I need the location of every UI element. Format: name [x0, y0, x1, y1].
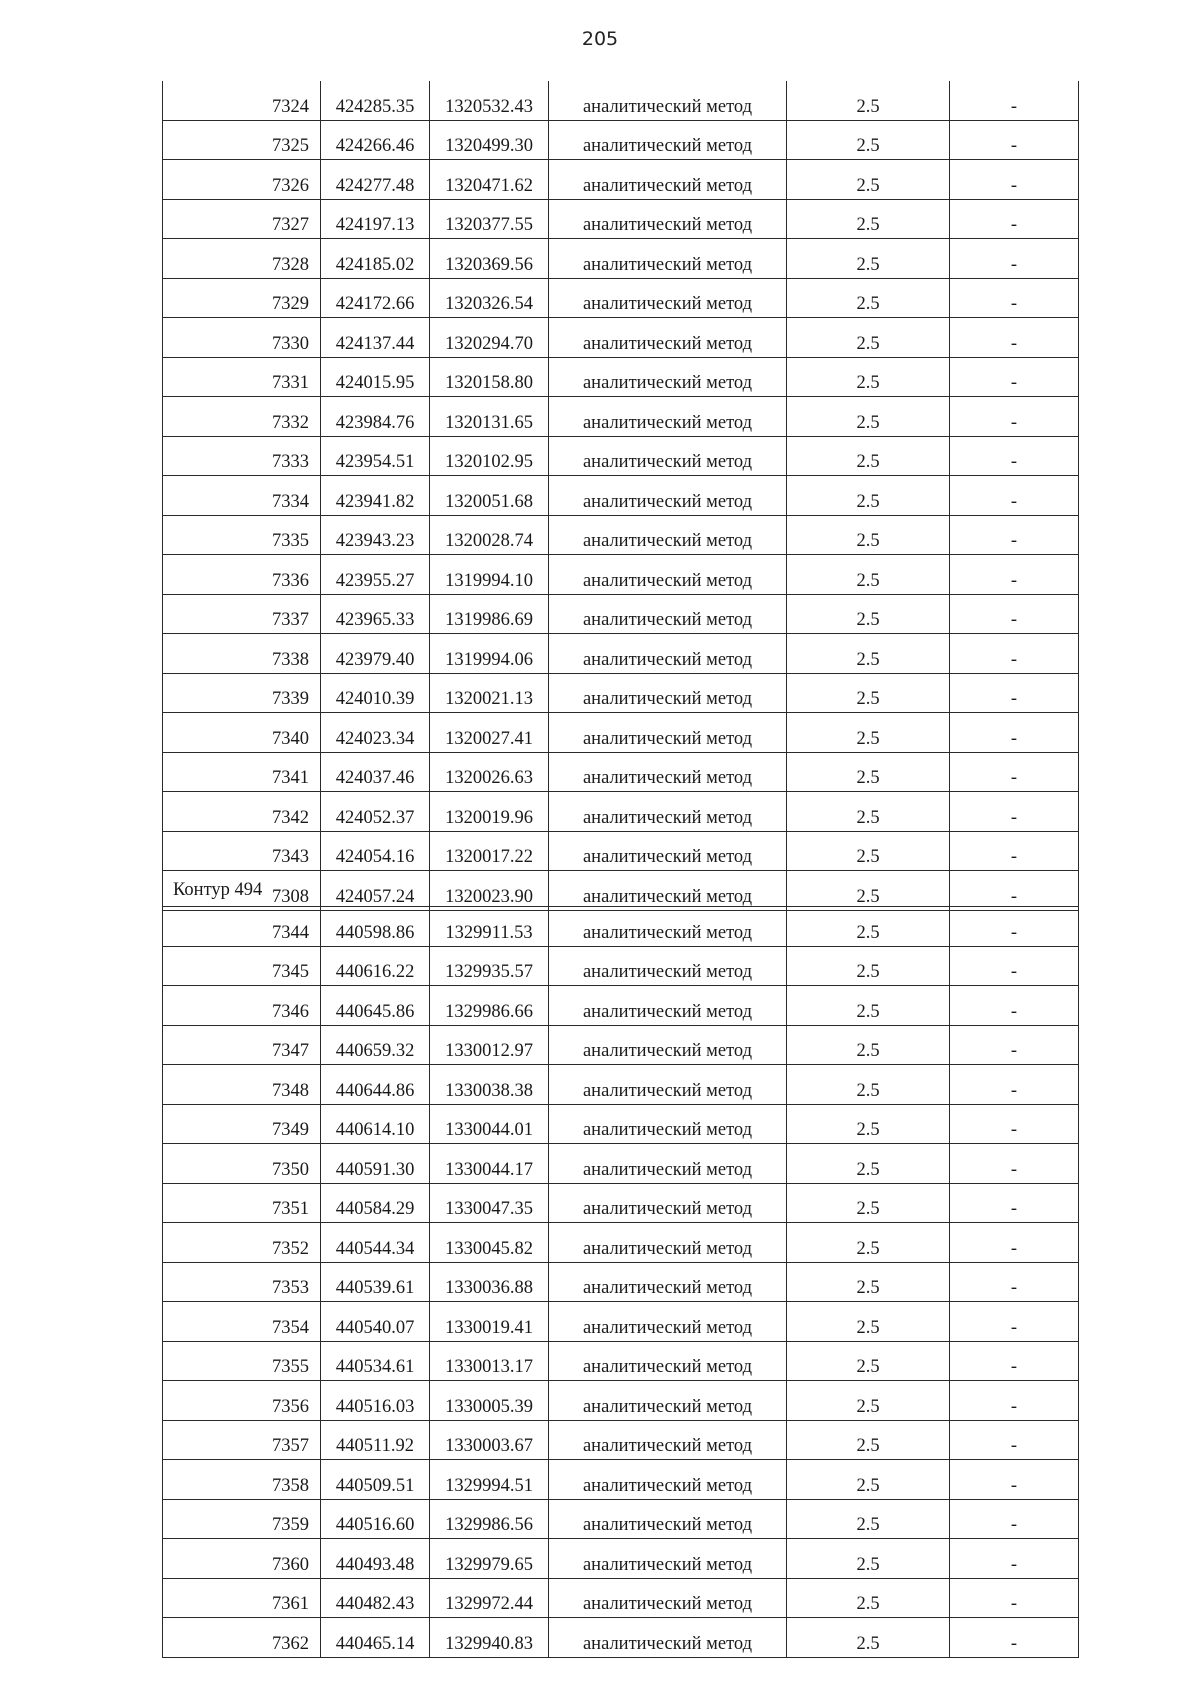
accuracy-cell: 2.5 [787, 594, 950, 634]
y-coordinate-cell: 1320471.62 [430, 160, 549, 200]
y-coordinate-cell: 1330047.35 [430, 1183, 549, 1223]
point-number-cell: 7339 [163, 673, 321, 713]
x-coordinate-cell: 424057.24 [321, 871, 430, 911]
method-cell: аналитический метод [549, 1302, 787, 1342]
x-coordinate-cell: 440511.92 [321, 1420, 430, 1460]
note-cell: - [950, 752, 1079, 792]
y-coordinate-cell: 1320026.63 [430, 752, 549, 792]
y-coordinate-cell: 1329911.53 [430, 907, 549, 947]
method-cell: аналитический метод [549, 1262, 787, 1302]
method-cell: аналитический метод [549, 1341, 787, 1381]
table-row [163, 1302, 1079, 1342]
x-coordinate-cell: 423955.27 [321, 555, 430, 595]
x-coordinate-cell: 424054.16 [321, 831, 430, 871]
accuracy-cell: 2.5 [787, 515, 950, 555]
point-number-cell: 7354 [163, 1302, 321, 1342]
point-number-cell: 7343 [163, 831, 321, 871]
table-row [163, 436, 1079, 476]
y-coordinate-cell: 1320023.90 [430, 871, 549, 911]
coordinates-table-body [163, 81, 1079, 910]
y-coordinate-cell: 1329979.65 [430, 1539, 549, 1579]
x-coordinate-cell: 424052.37 [321, 792, 430, 832]
table-row [163, 871, 1079, 911]
method-cell: аналитический метод [549, 1025, 787, 1065]
point-number-cell: 7359 [163, 1499, 321, 1539]
y-coordinate-cell: 1330044.17 [430, 1144, 549, 1184]
point-number-cell: 7357 [163, 1420, 321, 1460]
note-cell: - [950, 1065, 1079, 1105]
accuracy-cell: 2.5 [787, 1578, 950, 1618]
y-coordinate-cell: 1320326.54 [430, 278, 549, 318]
point-number-cell: 7328 [163, 239, 321, 279]
method-cell: аналитический метод [549, 946, 787, 986]
point-number-cell: 7351 [163, 1183, 321, 1223]
method-cell: аналитический метод [549, 476, 787, 516]
y-coordinate-cell: 1330003.67 [430, 1420, 549, 1460]
table-row [163, 515, 1079, 555]
note-cell: - [950, 946, 1079, 986]
table-row [163, 357, 1079, 397]
accuracy-cell: 2.5 [787, 1302, 950, 1342]
note-cell: - [950, 673, 1079, 713]
point-number-cell: 7345 [163, 946, 321, 986]
note-cell: - [950, 1183, 1079, 1223]
method-cell: аналитический метод [549, 239, 787, 279]
method-cell: аналитический метод [549, 1065, 787, 1105]
point-number-cell: 7361 [163, 1578, 321, 1618]
accuracy-cell: 2.5 [787, 1499, 950, 1539]
method-cell: аналитический метод [549, 713, 787, 753]
y-coordinate-cell: 1329994.51 [430, 1460, 549, 1500]
method-cell: аналитический метод [549, 1539, 787, 1579]
point-number-cell: 7350 [163, 1144, 321, 1184]
accuracy-cell: 2.5 [787, 713, 950, 753]
table-row [163, 1104, 1079, 1144]
point-number-cell: 7348 [163, 1065, 321, 1105]
x-coordinate-cell: 424266.46 [321, 120, 430, 160]
note-cell: - [950, 160, 1079, 200]
method-cell: аналитический метод [549, 752, 787, 792]
table-row [163, 555, 1079, 595]
point-number-cell: 7349 [163, 1104, 321, 1144]
accuracy-cell: 2.5 [787, 634, 950, 674]
point-number-cell: 7352 [163, 1223, 321, 1263]
x-coordinate-cell: 423965.33 [321, 594, 430, 634]
point-number-cell: 7356 [163, 1381, 321, 1421]
note-cell: - [950, 1618, 1079, 1658]
y-coordinate-cell: 1320158.80 [430, 357, 549, 397]
method-cell: аналитический метод [549, 986, 787, 1026]
point-number-cell: 7337 [163, 594, 321, 634]
method-cell: аналитический метод [549, 1499, 787, 1539]
accuracy-cell: 2.5 [787, 476, 950, 516]
y-coordinate-cell: 1330036.88 [430, 1262, 549, 1302]
note-cell: - [950, 1341, 1079, 1381]
accuracy-cell: 2.5 [787, 555, 950, 595]
point-number-cell: 7346 [163, 986, 321, 1026]
accuracy-cell: 2.5 [787, 871, 950, 911]
method-cell: аналитический метод [549, 1578, 787, 1618]
table-row [163, 1025, 1079, 1065]
table-row [163, 792, 1079, 832]
coordinates-table-body [163, 907, 1079, 1658]
x-coordinate-cell: 424172.66 [321, 278, 430, 318]
point-number-cell: 7338 [163, 634, 321, 674]
x-coordinate-cell: 440584.29 [321, 1183, 430, 1223]
table-row [163, 1618, 1079, 1658]
method-cell: аналитический метод [549, 831, 787, 871]
accuracy-cell: 2.5 [787, 199, 950, 239]
table-row [163, 81, 1079, 120]
point-number-cell: 7334 [163, 476, 321, 516]
method-cell: аналитический метод [549, 1460, 787, 1500]
y-coordinate-cell: 1319994.10 [430, 555, 549, 595]
method-cell: аналитический метод [549, 1420, 787, 1460]
method-cell: аналитический метод [549, 1104, 787, 1144]
x-coordinate-cell: 424277.48 [321, 160, 430, 200]
point-number-cell: 7329 [163, 278, 321, 318]
table-row [163, 831, 1079, 871]
point-number-cell: 7355 [163, 1341, 321, 1381]
table-row [163, 1262, 1079, 1302]
method-cell: аналитический метод [549, 1183, 787, 1223]
point-number-cell: 7326 [163, 160, 321, 200]
x-coordinate-cell: 440659.32 [321, 1025, 430, 1065]
accuracy-cell: 2.5 [787, 792, 950, 832]
x-coordinate-cell: 423979.40 [321, 634, 430, 674]
accuracy-cell: 2.5 [787, 1025, 950, 1065]
note-cell: - [950, 278, 1079, 318]
note-cell: - [950, 1460, 1079, 1500]
accuracy-cell: 2.5 [787, 1144, 950, 1184]
method-cell: аналитический метод [549, 81, 787, 120]
note-cell: - [950, 1499, 1079, 1539]
table-row [163, 120, 1079, 160]
y-coordinate-cell: 1330044.01 [430, 1104, 549, 1144]
y-coordinate-cell: 1329935.57 [430, 946, 549, 986]
table-row [163, 1460, 1079, 1500]
note-cell: - [950, 594, 1079, 634]
method-cell: аналитический метод [549, 634, 787, 674]
accuracy-cell: 2.5 [787, 1420, 950, 1460]
y-coordinate-cell: 1330038.38 [430, 1065, 549, 1105]
accuracy-cell: 2.5 [787, 1539, 950, 1579]
accuracy-cell: 2.5 [787, 907, 950, 947]
accuracy-cell: 2.5 [787, 120, 950, 160]
y-coordinate-cell: 1330019.41 [430, 1302, 549, 1342]
x-coordinate-cell: 423941.82 [321, 476, 430, 516]
note-cell: - [950, 555, 1079, 595]
y-coordinate-cell: 1320102.95 [430, 436, 549, 476]
table-row [163, 1539, 1079, 1579]
table-row [163, 278, 1079, 318]
x-coordinate-cell: 440540.07 [321, 1302, 430, 1342]
accuracy-cell: 2.5 [787, 1381, 950, 1421]
method-cell: аналитический метод [549, 907, 787, 947]
table-row [163, 1144, 1079, 1184]
method-cell: аналитический метод [549, 792, 787, 832]
note-cell: - [950, 199, 1079, 239]
accuracy-cell: 2.5 [787, 1183, 950, 1223]
table-row [163, 907, 1079, 947]
x-coordinate-cell: 440645.86 [321, 986, 430, 1026]
y-coordinate-cell: 1330012.97 [430, 1025, 549, 1065]
x-coordinate-cell: 424037.46 [321, 752, 430, 792]
y-coordinate-cell: 1320017.22 [430, 831, 549, 871]
note-cell: - [950, 986, 1079, 1026]
table-row [163, 1578, 1079, 1618]
accuracy-cell: 2.5 [787, 1223, 950, 1263]
x-coordinate-cell: 440598.86 [321, 907, 430, 947]
method-cell: аналитический метод [549, 160, 787, 200]
accuracy-cell: 2.5 [787, 1618, 950, 1658]
note-cell: - [950, 120, 1079, 160]
accuracy-cell: 2.5 [787, 831, 950, 871]
note-cell: - [950, 1025, 1079, 1065]
point-number-cell: 7332 [163, 397, 321, 437]
y-coordinate-cell: 1319994.06 [430, 634, 549, 674]
table-row [163, 318, 1079, 358]
note-cell: - [950, 1420, 1079, 1460]
point-number-cell: 7358 [163, 1460, 321, 1500]
point-number-cell: 7324 [163, 81, 321, 120]
x-coordinate-cell: 440616.22 [321, 946, 430, 986]
note-cell: - [950, 907, 1079, 947]
point-number-cell: 7360 [163, 1539, 321, 1579]
accuracy-cell: 2.5 [787, 397, 950, 437]
method-cell: аналитический метод [549, 1144, 787, 1184]
accuracy-cell: 2.5 [787, 278, 950, 318]
y-coordinate-cell: 1320294.70 [430, 318, 549, 358]
y-coordinate-cell: 1320028.74 [430, 515, 549, 555]
y-coordinate-cell: 1320369.56 [430, 239, 549, 279]
point-number-cell: 7331 [163, 357, 321, 397]
y-coordinate-cell: 1329972.44 [430, 1578, 549, 1618]
note-cell: - [950, 792, 1079, 832]
accuracy-cell: 2.5 [787, 436, 950, 476]
accuracy-cell: 2.5 [787, 160, 950, 200]
x-coordinate-cell: 440544.34 [321, 1223, 430, 1263]
x-coordinate-cell: 423943.23 [321, 515, 430, 555]
method-cell: аналитический метод [549, 1223, 787, 1263]
accuracy-cell: 2.5 [787, 1104, 950, 1144]
x-coordinate-cell: 440539.61 [321, 1262, 430, 1302]
accuracy-cell: 2.5 [787, 986, 950, 1026]
note-cell: - [950, 239, 1079, 279]
x-coordinate-cell: 440493.48 [321, 1539, 430, 1579]
page-number: 205 [581, 28, 619, 50]
x-coordinate-cell: 440591.30 [321, 1144, 430, 1184]
note-cell: - [950, 1578, 1079, 1618]
accuracy-cell: 2.5 [787, 1460, 950, 1500]
table-row [163, 986, 1079, 1026]
accuracy-cell: 2.5 [787, 946, 950, 986]
point-number-cell: 7333 [163, 436, 321, 476]
table-row [163, 1065, 1079, 1105]
x-coordinate-cell: 423984.76 [321, 397, 430, 437]
x-coordinate-cell: 424023.34 [321, 713, 430, 753]
x-coordinate-cell: 440516.60 [321, 1499, 430, 1539]
y-coordinate-cell: 1320499.30 [430, 120, 549, 160]
y-coordinate-cell: 1320027.41 [430, 713, 549, 753]
method-cell: аналитический метод [549, 436, 787, 476]
table-row [163, 713, 1079, 753]
y-coordinate-cell: 1320131.65 [430, 397, 549, 437]
table-row [163, 752, 1079, 792]
note-cell: - [950, 318, 1079, 358]
table-row [163, 1420, 1079, 1460]
y-coordinate-cell: 1320019.96 [430, 792, 549, 832]
accuracy-cell: 2.5 [787, 673, 950, 713]
x-coordinate-cell: 440644.86 [321, 1065, 430, 1105]
point-number-cell: 7347 [163, 1025, 321, 1065]
x-coordinate-cell: 440465.14 [321, 1618, 430, 1658]
method-cell: аналитический метод [549, 673, 787, 713]
y-coordinate-cell: 1320377.55 [430, 199, 549, 239]
note-cell: - [950, 1539, 1079, 1579]
method-cell: аналитический метод [549, 555, 787, 595]
point-number-cell: 7340 [163, 713, 321, 753]
x-coordinate-cell: 440614.10 [321, 1104, 430, 1144]
x-coordinate-cell: 440516.03 [321, 1381, 430, 1421]
accuracy-cell: 2.5 [787, 1065, 950, 1105]
y-coordinate-cell: 1329986.56 [430, 1499, 549, 1539]
accuracy-cell: 2.5 [787, 1341, 950, 1381]
note-cell: - [950, 397, 1079, 437]
point-number-cell: 7344 [163, 907, 321, 947]
y-coordinate-cell: 1329986.66 [430, 986, 549, 1026]
x-coordinate-cell: 424010.39 [321, 673, 430, 713]
point-number-cell: 7330 [163, 318, 321, 358]
y-coordinate-cell: 1320532.43 [430, 81, 549, 120]
note-cell: - [950, 476, 1079, 516]
table-row [163, 1223, 1079, 1263]
x-coordinate-cell: 440482.43 [321, 1578, 430, 1618]
accuracy-cell: 2.5 [787, 752, 950, 792]
method-cell: аналитический метод [549, 199, 787, 239]
note-cell: - [950, 831, 1079, 871]
table-row [163, 673, 1079, 713]
note-cell: - [950, 436, 1079, 476]
x-coordinate-cell: 424197.13 [321, 199, 430, 239]
x-coordinate-cell: 440534.61 [321, 1341, 430, 1381]
method-cell: аналитический метод [549, 318, 787, 358]
y-coordinate-cell: 1320051.68 [430, 476, 549, 516]
x-coordinate-cell: 424285.35 [321, 81, 430, 120]
y-coordinate-cell: 1330005.39 [430, 1381, 549, 1421]
point-number-cell: 7353 [163, 1262, 321, 1302]
coordinates-table-1 [162, 81, 1079, 911]
note-cell: - [950, 871, 1079, 911]
table-row [163, 634, 1079, 674]
method-cell: аналитический метод [549, 871, 787, 911]
note-cell: - [950, 1381, 1079, 1421]
point-number-cell: 7308 [163, 871, 321, 911]
table-row [163, 594, 1079, 634]
table-row [163, 160, 1079, 200]
x-coordinate-cell: 424015.95 [321, 357, 430, 397]
point-number-cell: 7336 [163, 555, 321, 595]
y-coordinate-cell: 1330045.82 [430, 1223, 549, 1263]
note-cell: - [950, 515, 1079, 555]
method-cell: аналитический метод [549, 397, 787, 437]
table-row [163, 946, 1079, 986]
y-coordinate-cell: 1330013.17 [430, 1341, 549, 1381]
y-coordinate-cell: 1320021.13 [430, 673, 549, 713]
y-coordinate-cell: 1319986.69 [430, 594, 549, 634]
note-cell: - [950, 1262, 1079, 1302]
accuracy-cell: 2.5 [787, 357, 950, 397]
note-cell: - [950, 1223, 1079, 1263]
point-number-cell: 7341 [163, 752, 321, 792]
x-coordinate-cell: 423954.51 [321, 436, 430, 476]
y-coordinate-cell: 1329940.83 [430, 1618, 549, 1658]
method-cell: аналитический метод [549, 594, 787, 634]
method-cell: аналитический метод [549, 278, 787, 318]
point-number-cell: 7327 [163, 199, 321, 239]
method-cell: аналитический метод [549, 1381, 787, 1421]
point-number-cell: 7325 [163, 120, 321, 160]
table-row [163, 199, 1079, 239]
method-cell: аналитический метод [549, 515, 787, 555]
x-coordinate-cell: 440509.51 [321, 1460, 430, 1500]
method-cell: аналитический метод [549, 120, 787, 160]
accuracy-cell: 2.5 [787, 239, 950, 279]
coordinates-table-2 [162, 906, 1079, 1658]
note-cell: - [950, 81, 1079, 120]
point-number-cell: 7342 [163, 792, 321, 832]
note-cell: - [950, 634, 1079, 674]
method-cell: аналитический метод [549, 1618, 787, 1658]
note-cell: - [950, 1104, 1079, 1144]
table-row [163, 1499, 1079, 1539]
accuracy-cell: 2.5 [787, 318, 950, 358]
table-row [163, 1183, 1079, 1223]
accuracy-cell: 2.5 [787, 1262, 950, 1302]
contour-label: Контур 494 [173, 880, 263, 900]
note-cell: - [950, 1302, 1079, 1342]
x-coordinate-cell: 424137.44 [321, 318, 430, 358]
x-coordinate-cell: 424185.02 [321, 239, 430, 279]
note-cell: - [950, 713, 1079, 753]
method-cell: аналитический метод [549, 357, 787, 397]
table-row [163, 1341, 1079, 1381]
note-cell: - [950, 357, 1079, 397]
point-number-cell: 7335 [163, 515, 321, 555]
table-row [163, 1381, 1079, 1421]
table-row [163, 239, 1079, 279]
table-row [163, 476, 1079, 516]
note-cell: - [950, 1144, 1079, 1184]
accuracy-cell: 2.5 [787, 81, 950, 120]
point-number-cell: 7362 [163, 1618, 321, 1658]
table-row [163, 397, 1079, 437]
